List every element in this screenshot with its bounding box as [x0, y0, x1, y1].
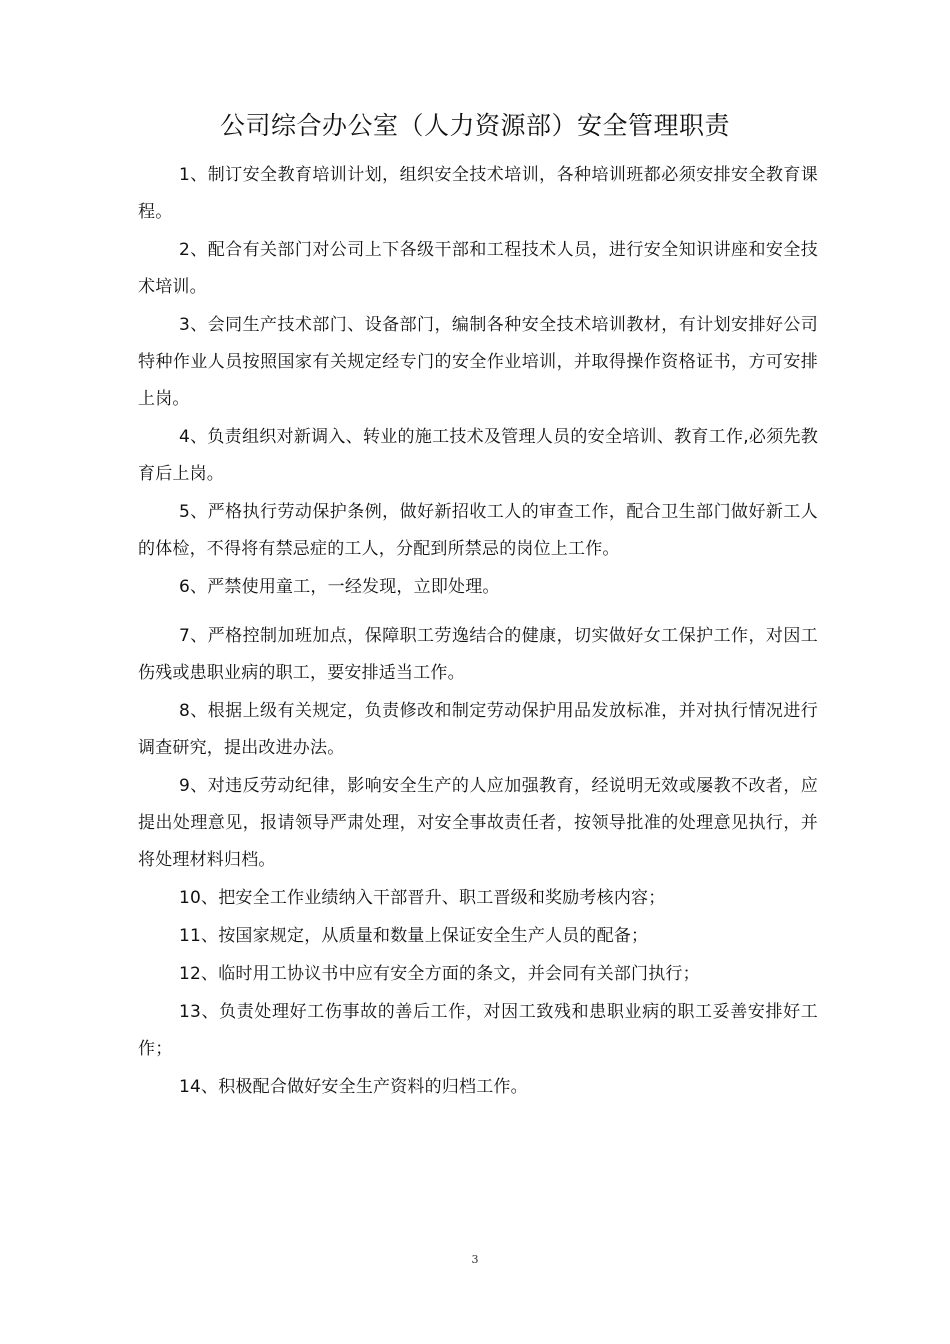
paragraph-12: 12、临时用工协议书中应有安全方面的条文，并会同有关部门执行； — [179, 964, 700, 984]
paragraph-2: 2、配合有关部门对公司上下各级干部和工程技术人员，进行安全知识讲座和安全技术培训。 — [138, 240, 818, 297]
paragraph-8: 8、根据上级有关规定，负责修改和制定劳动保护用品发放标准，并对执行情况进行调查研究，提出改进办法。 — [138, 701, 818, 758]
paragraph-14: 14、积极配合做好安全生产资料的归档工作。 — [179, 1077, 528, 1097]
paragraph-10: 10、把安全工作业绩纳入干部晋升、职工晋级和奖励考核内容； — [179, 888, 666, 908]
paragraph-11: 11、按国家规定，从质量和数量上保证安全生产人员的配备； — [179, 926, 649, 946]
paragraph-9: 9、对违反劳动纪律，影响安全生产的人应加强教育，经说明无效或屡教不改者，应提出处理意见，报请领导严肃处理，对安全事故责任者，按领导批准的处理意见执行，并将处理材料归档。 — [138, 776, 818, 870]
document-body — [138, 157, 818, 1107]
paragraph-13: 13、负责处理好工伤事故的善后工作，对因工致残和患职业病的职工妥善安排好工作； — [138, 1002, 818, 1059]
paragraph-6: 6、严禁使用童工，一经发现，立即处理。 — [179, 577, 500, 597]
paragraph-3: 3、会同生产技术部门、设备部门，编制各种安全技术培训教材，有计划安排好公司特种作业人员按照国家有关规定经专门的安全作业培训，并取得操作资格证书，方可安排上岗。 — [138, 315, 818, 409]
page-number: 3 — [471, 1253, 479, 1266]
paragraph-5: 5、严格执行劳动保护条例，做好新招收工人的审查工作，配合卫生部门做好新工人的体检，不得将有禁忌症的工人，分配到所禁忌的岗位上工作。 — [138, 502, 818, 559]
paragraph-4: 4、负责组织对新调入、转业的施工技术及管理人员的安全培训、教育工作,必须先教育后上岗。 — [138, 427, 818, 484]
document-title: 公司综合办公室（人力资源部）安全管理职责 — [219, 111, 730, 140]
paragraph-7: 7、严格控制加班加点，保障职工劳逸结合的健康，切实做好女工保护工作，对因工伤残或患职业病的职工，要安排适当工作。 — [138, 626, 818, 683]
paragraph-1: 1、制订安全教育培训计划，组织安全技术培训，各种培训班都必须安排安全教育课程。 — [138, 165, 818, 222]
